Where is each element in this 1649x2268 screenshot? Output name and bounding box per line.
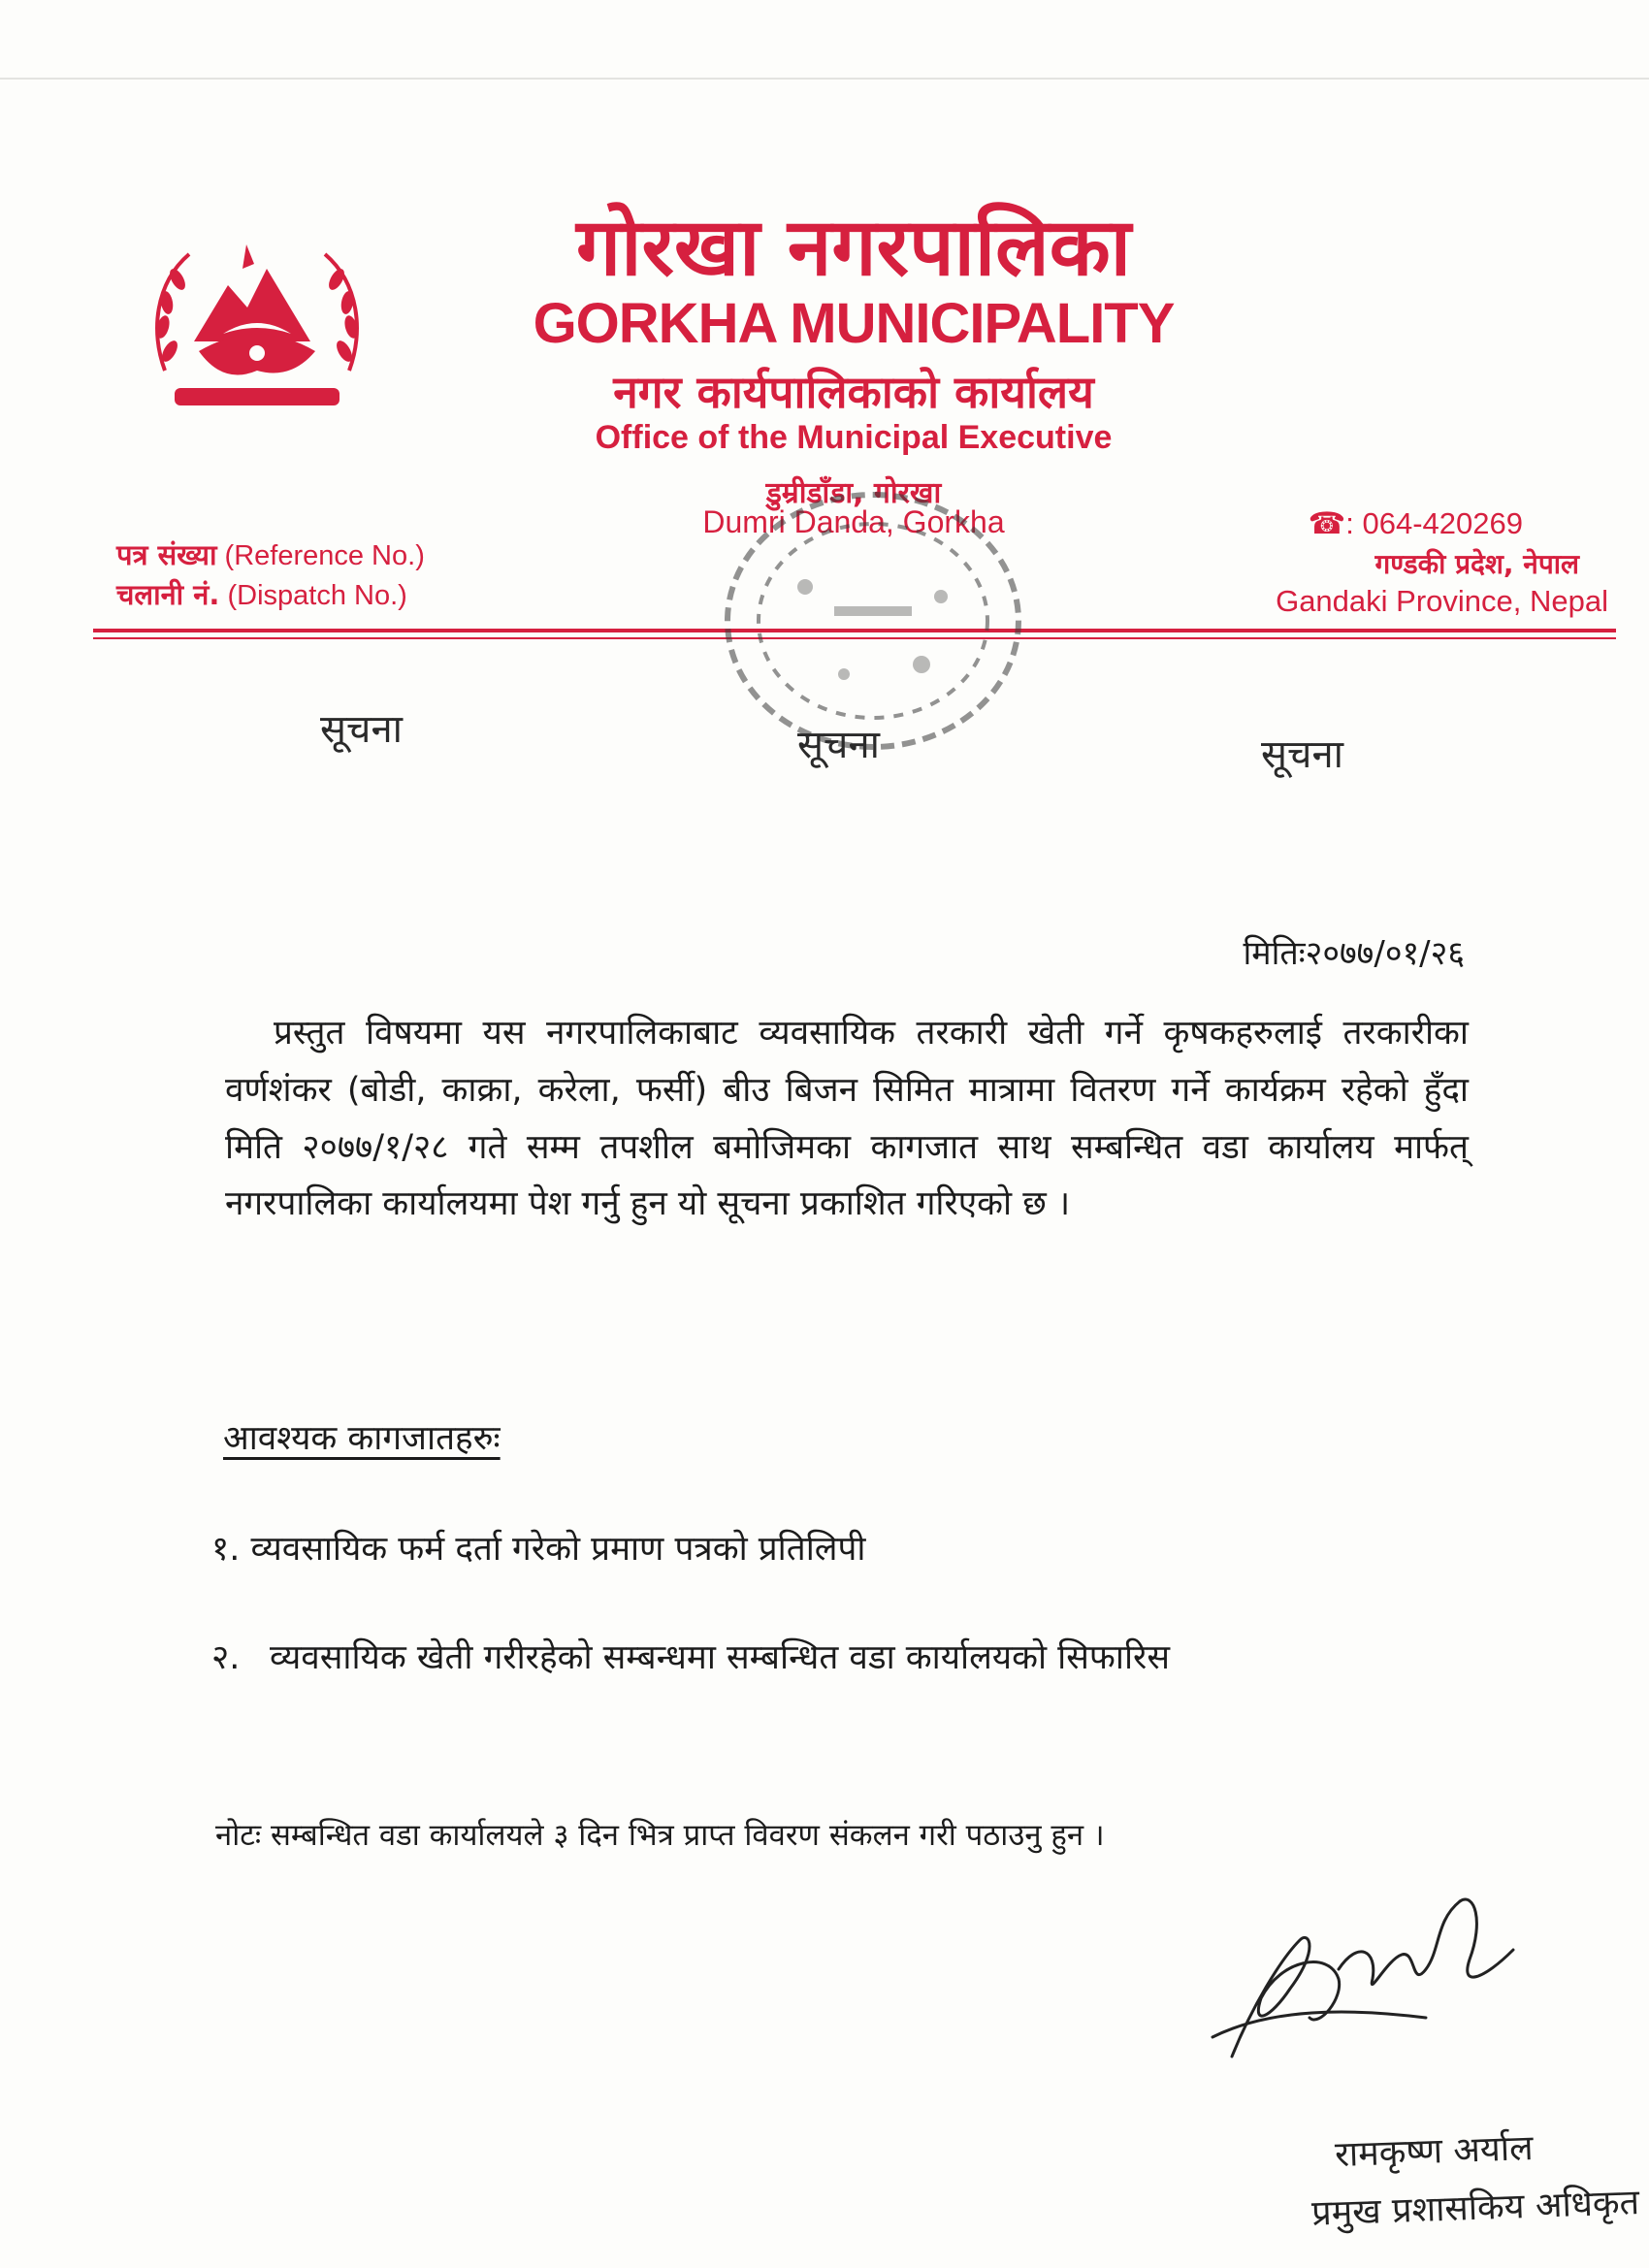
notice-title-left: सूचना [320, 707, 403, 752]
list-item-number: १. [211, 1530, 241, 1569]
list-item-number: २. [211, 1638, 241, 1677]
address-ne: डुम्रीडाँडा, गोरखा [765, 476, 942, 510]
municipality-title-en: GORKHA MUNICIPALITY [533, 292, 1175, 355]
list-item-text: व्यवसायिक फर्म दर्ता गरेको प्रमाण पत्रको प्रतिलिपी [250, 1530, 866, 1569]
notice-body: प्रस्तुत विषयमा यस नगरपालिकाबाट व्यवसायिक तरकारी खेती गर्ने कृषकहरुलाई तरकारीका वर्णशंकर (बोडी, काक्रा, करेला, फर्सी) बीउ बिजन सिमित मात्रामा वितरण गर्ने कार्यक्रम रहेको हुँदा मिति २०७७/१/२८ गते सम्म तपशील बमोजिमका कागजात साथ सम्बन्धित वडा कार्यालय मार्फत् नगरपालिका कार्यालयमा पेश गर्नु हुन यो सूचना प्रकाशित गरिएको छ । [225, 1014, 1469, 1224]
notice-title-right: सूचना [1261, 732, 1343, 777]
signatory-title: प्रमुख प्रशासकिय अधिकृत [1310, 2183, 1640, 2234]
dispatch-label-ne: चलानी नं. [116, 578, 220, 611]
office-title-ne: नगर कार्यपालिकाको कार्यालय [613, 366, 1094, 418]
list-item [211, 1630, 1472, 1687]
required-documents-heading: आवश्यक कागजातहरुः [223, 1419, 501, 1458]
scan-edge-line [0, 78, 1649, 80]
list-item [211, 1525, 1472, 1571]
telephone-icon: ☎ [1308, 506, 1346, 540]
reference-label-ne: पत्र संख्या [116, 538, 217, 571]
phone-value: : 064-420269 [1345, 506, 1523, 540]
province-en: Gandaki Province, Nepal [1276, 584, 1608, 618]
province-ne: गण्डकी प्रदेश, नेपाल [1374, 548, 1579, 580]
dispatch-label-en: (Dispatch No.) [227, 580, 407, 611]
dispatch-number [116, 575, 407, 613]
address-en: Dumri Danda, Gorkha [702, 504, 1005, 539]
list-item-text: व्यवसायिक खेती गरीरहेको सम्बन्धमा सम्बन्धित वडा कार्यालयको सिफारिस [270, 1638, 1170, 1677]
municipality-title-ne: गोरखा नगरपालिका [576, 202, 1131, 294]
notice-date: मितिः२०७७/०१/२६ [1243, 934, 1465, 973]
note-text: नोटः सम्बन्धित वडा कार्यालयले ३ दिन भित्र प्राप्त विवरण संकलन गरी पठाउनु हुन । [215, 1818, 1105, 1853]
handwritten-signature-icon [1193, 1863, 1562, 2095]
phone-number [1309, 506, 1523, 541]
reference-number [116, 535, 425, 573]
office-title-en: Office of the Municipal Executive [595, 419, 1113, 456]
reference-label-en: (Reference No.) [224, 540, 425, 571]
notice-title-center: सूचना [797, 723, 880, 767]
nepal-emblem-icon [146, 225, 369, 419]
signatory-name: रामकृष्ण अर्याल [1334, 2128, 1534, 2176]
